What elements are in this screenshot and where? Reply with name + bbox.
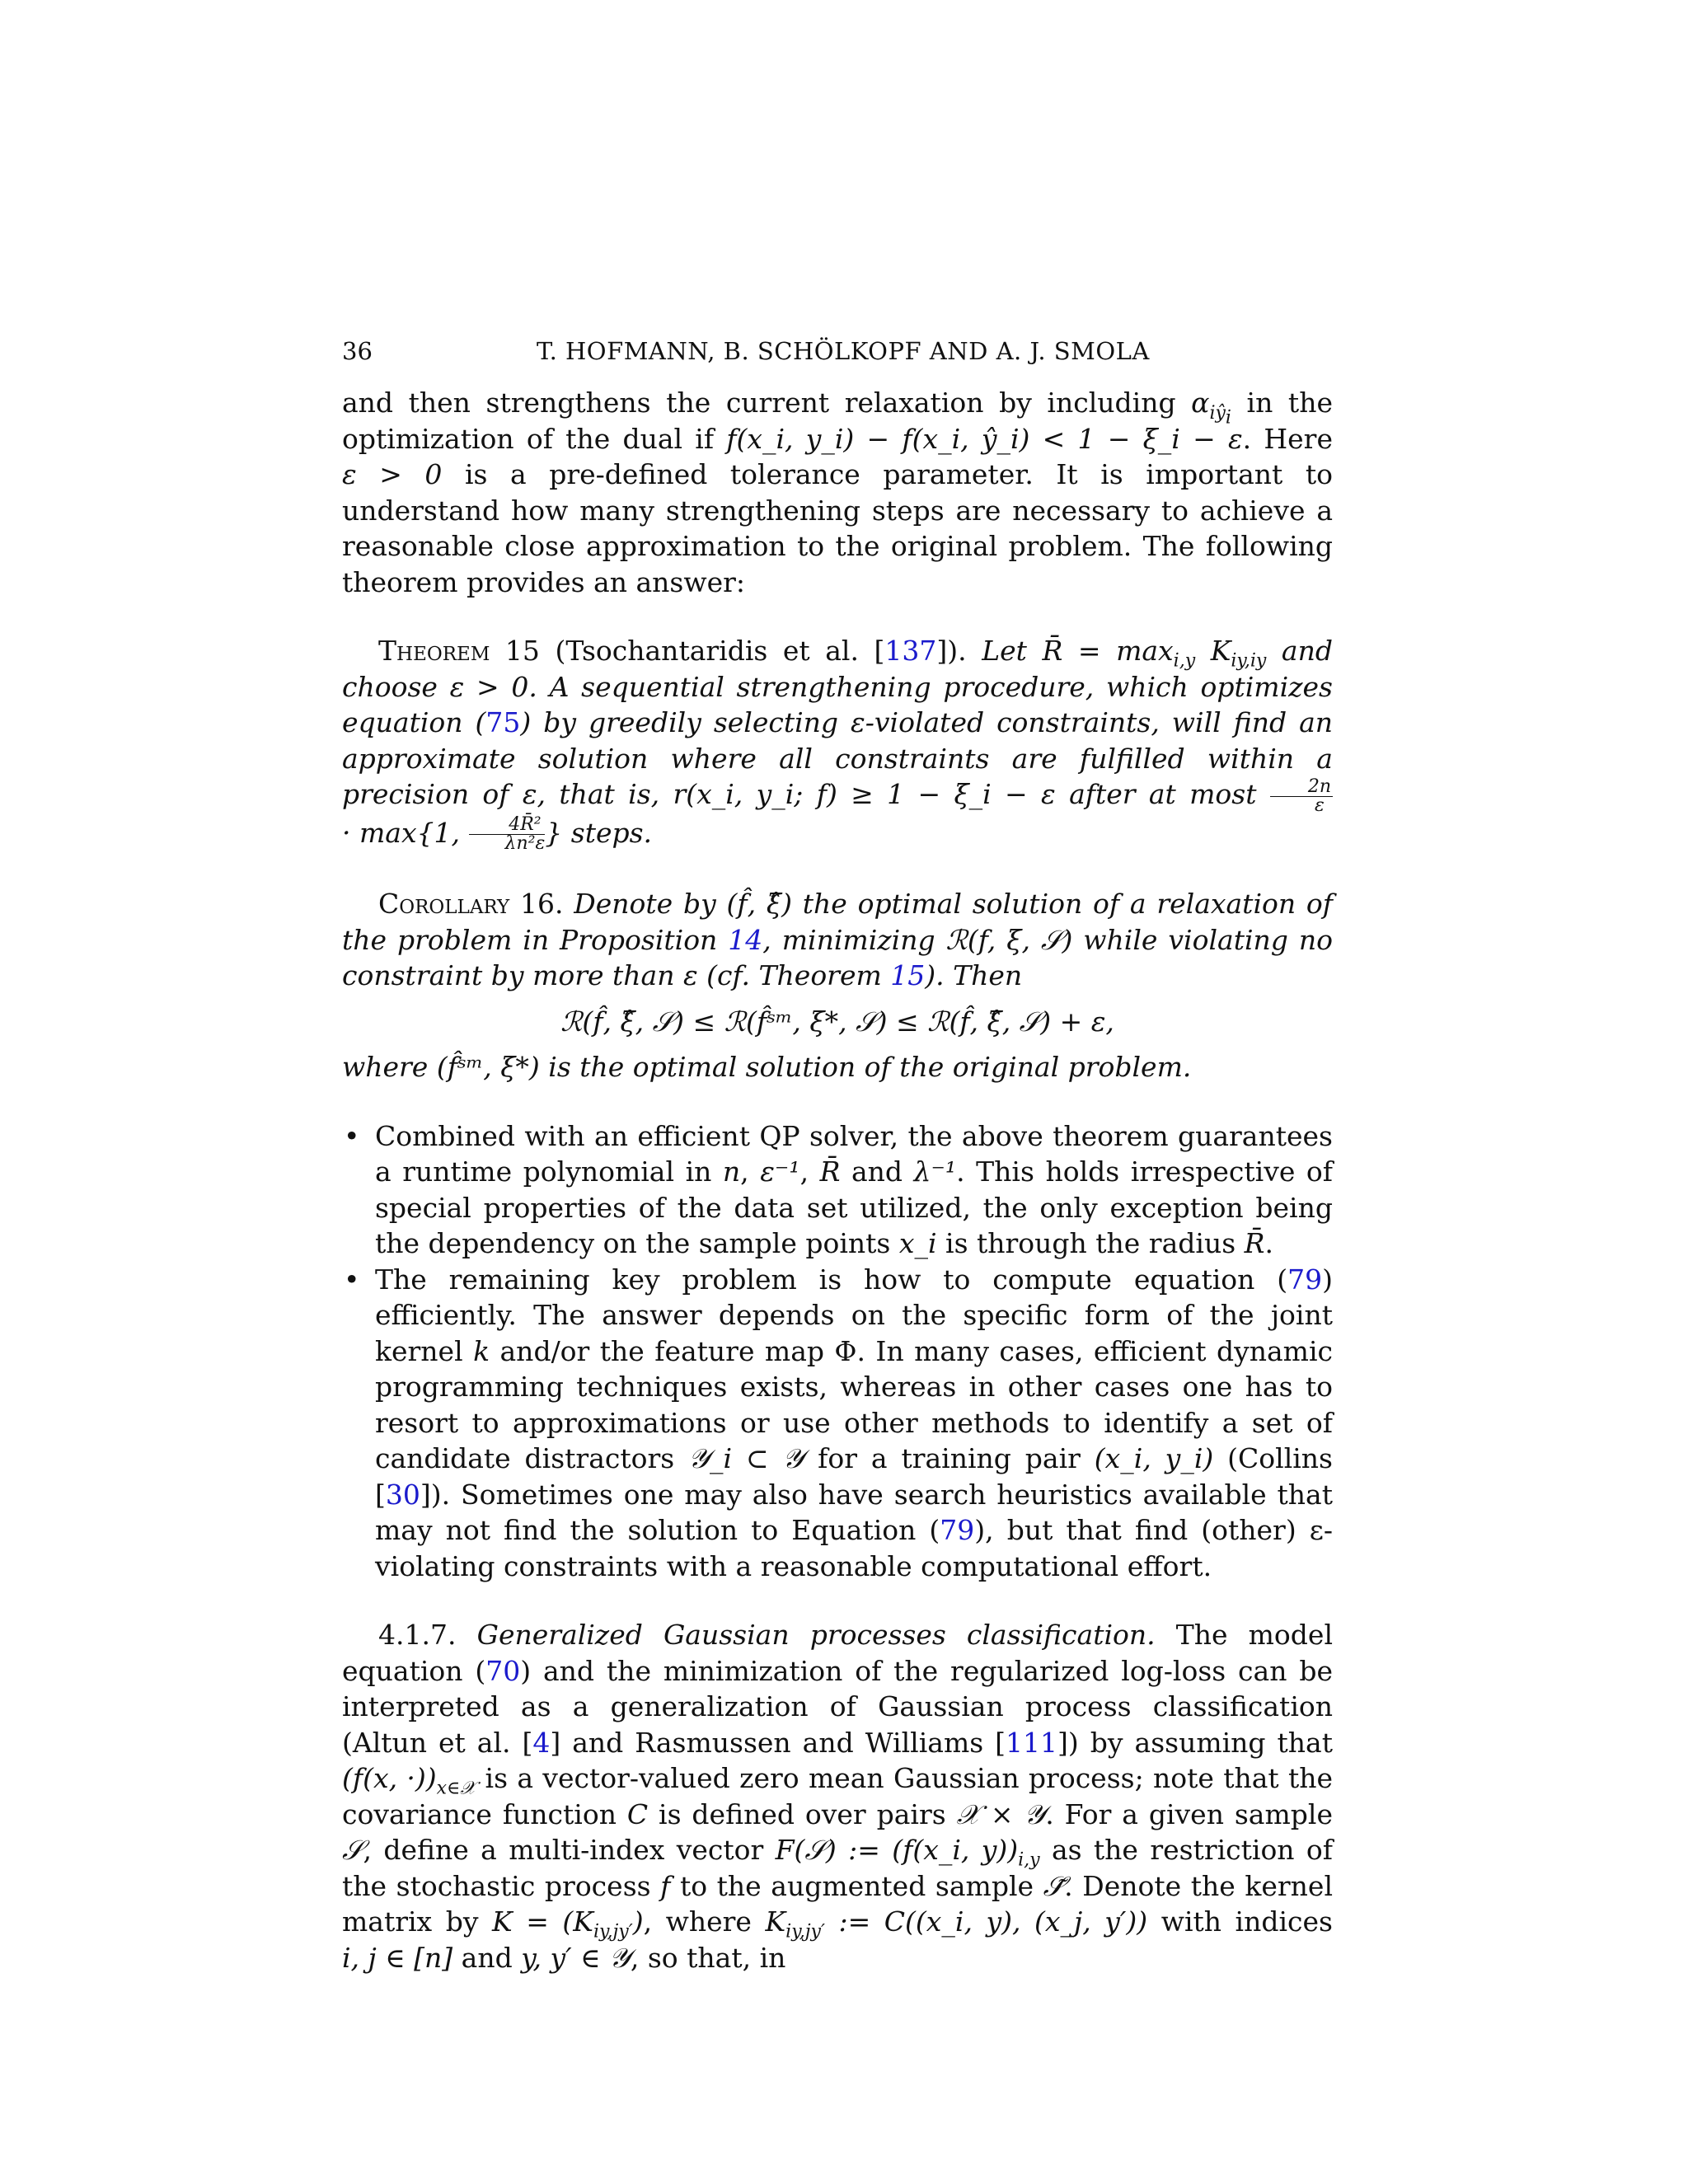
section-4-1-7: 4.1.7. Generalized Gaussian processes classification. The model equation (70) and the minimization of the regularized log-loss can be interpreted as a generalization of Gaussian process classification (Altun et al. [4] and Rasmussen and Williams [111]) by assuming that (f(x, $\cdot))_{x\in 𝒳}$ is a vector-valued zero mean Gaussian process; note that the covariance function C is defined over pairs 𝒳 × 𝒴. For a given sample 𝒮, define a multi-index vector F(𝒮) := (f(x_i, $y))_{i,y}$ as the restriction of the stochastic process f to the augmented sample 𝒮̃. Denote the kernel matrix by $K = (K_{iy,jy'})$, where $K_{iy,jy'}$ := C((x_i, y), (x_j, y′)) with indices i, j ∈ [n] and y, y′ ∈ 𝒴, so that, in xyxy=(342,1619,1333,1974)
corollary-16: Corollary 16. Denote by (f̂, ξ̂) the optimal solution of a relaxation of the problem in Proposition 14, minimizing ℛ(f, ξ, 𝒮) while violating no constraint by more than ε (cf. Theorem 15). Then xyxy=(342,888,1334,991)
fraction-2n-over-eps: $\frac{2n}{\varepsilon}$ xyxy=(1270,778,1333,815)
citation-link-137[interactable]: 137 xyxy=(884,635,937,667)
paragraph-relaxation: and then strengthens the current relaxation by including $\alpha_{iŷ_i}$ in the optimization of the dual if f(x_i, y_i) − f(x_i, ŷ_i) < 1 − ξ_i − ε. Here ε > 0 is a pre-defined tolerance parameter. It is important to understand how many strengthening steps are necessary to achieve a reasonable close approximation to the original problem. The following theorem provides an answer: xyxy=(342,387,1333,598)
equation-link-70[interactable]: 70 xyxy=(485,1654,521,1687)
equation-link-79-second[interactable]: 79 xyxy=(940,1514,975,1546)
page xyxy=(342,334,1333,1975)
theorem-label: Theorem xyxy=(378,635,490,667)
citation-link-4[interactable]: 4 xyxy=(532,1726,551,1759)
bullet-list xyxy=(342,1118,1333,1585)
citation-link-111[interactable]: 111 xyxy=(1006,1726,1058,1759)
citation-link-30[interactable]: 30 xyxy=(385,1478,420,1511)
corollary-conclusion: where (f̂ˢᵐ, ξ*) is the optimal solution of the original problem. xyxy=(342,1051,1192,1083)
section-number: 4.1.7. xyxy=(378,1619,457,1651)
section-title: Generalized Gaussian processes classification. xyxy=(476,1619,1156,1651)
running-head xyxy=(342,334,1333,373)
corollary-label: Corollary xyxy=(378,888,510,920)
math-r-bar: R̄ = $\max_{i,y} K_{iy,iy}$ xyxy=(1042,635,1267,672)
math-violation-condition: f(x_i, y_i) − f(x_i, ŷ_i) < 1 − ξ_i − ε xyxy=(726,422,1243,455)
list-item: • Combined with an efficient QP solver, the above theorem guarantees a runtime polynomial in n, ε⁻¹, R̄ and λ⁻¹. This holds irrespective of special properties of the data set utilized, the only exception being the dependency on the sample points x_i is through the radius R̄. xyxy=(344,1119,1334,1259)
list-item: • The remaining key problem is how to compute equation (79) efficiently. The answer depends on the specific form of the joint kernel k and/or the feature map Φ. In many cases, efficient dynamic programming techniques exists, whereas in other cases one has to resort to approximations or use other methods to identify a set of candidate distractors 𝒴_i ⊂ 𝒴 for a training pair (x_i, y_i) (Collins [30]). Sometimes one may also have search heuristics available that may not find the solution to Equation (79), but that find (other) ε-violating constraints with a reasonable computational effort. xyxy=(344,1263,1333,1582)
running-head-authors: T. HOFMANN, B. SCHÖLKOPF AND A. J. SMOLA xyxy=(537,337,1150,365)
proposition-link-14[interactable]: 14 xyxy=(728,923,763,956)
page-number: 36 xyxy=(342,337,373,365)
display-equation: ℛ(f̂, ξ̂, 𝒮) ≤ ℛ(f̂ˢᵐ, ξ*, 𝒮) ≤ ℛ(f̂, ξ̂, 𝒮) + ε, xyxy=(560,1005,1114,1038)
equation-link-79[interactable]: 79 xyxy=(1287,1263,1323,1296)
math-epsilon-positive: ε > 0 xyxy=(342,458,443,490)
bullet-icon: • xyxy=(344,1263,360,1296)
fraction-4r-over-lambda: $\frac{\text{4R̄²}}{\text{λn²ε}}$ xyxy=(469,816,546,853)
bullet-icon: • xyxy=(344,1119,360,1152)
theorem-link-15[interactable]: 15 xyxy=(890,959,926,991)
equation-link-75[interactable]: 75 xyxy=(485,706,521,738)
theorem-15: Theorem 15 (Tsochantaridis et al. [137]). Let R̄ = $\max_{i,y} K_{iy,iy}$ and choose ε > 0. A sequential strengthening procedure, which optimizes equation (75) by greedily selecting ε-violated constraints, will find an approximate solution where all constraints are fulfilled within a precision of ε, that is, r(x_i, y_i; f) ≥ 1 − ξ_i − ε after at most $\frac{2n}{\varepsilon}$ · max{1, $\frac{\text{4R̄²}}{\text{λn²ε}}$ } steps. xyxy=(342,635,1334,854)
math-alpha: $\alpha_{iŷ_i}$ xyxy=(1191,387,1231,428)
